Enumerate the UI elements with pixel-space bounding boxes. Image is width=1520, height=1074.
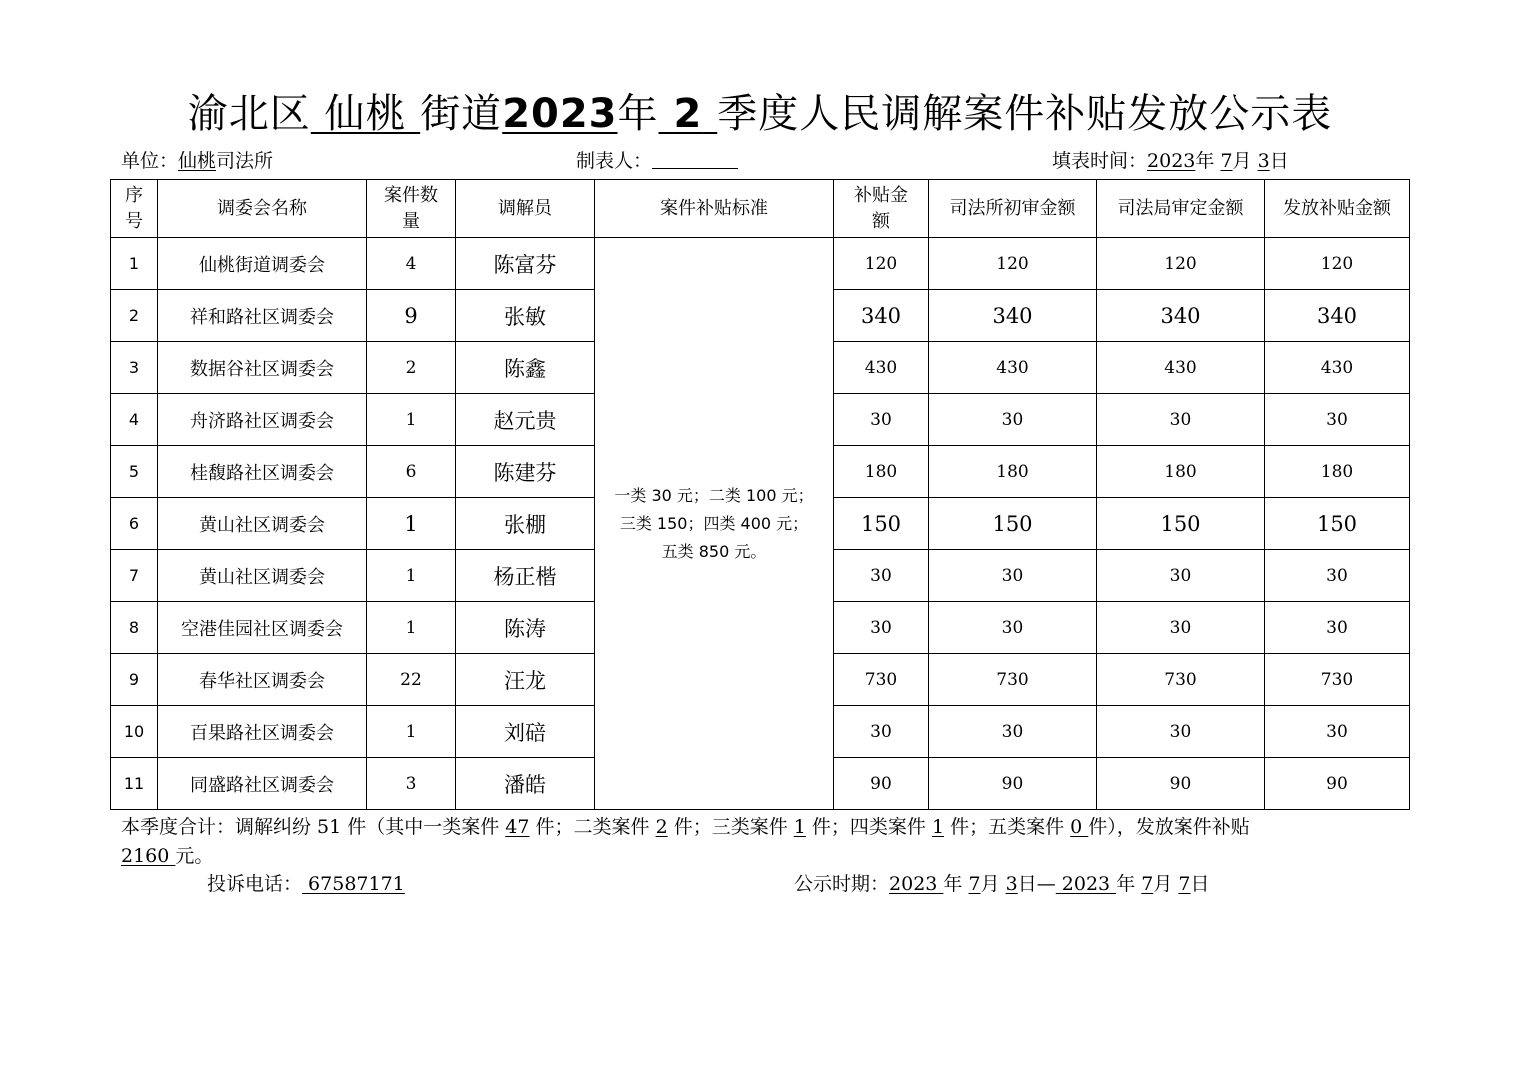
row-count: 1 <box>367 394 456 446</box>
title-year: 2023 <box>502 91 618 137</box>
row-initial: 730 <box>929 654 1097 706</box>
row-initial: 120 <box>929 238 1097 290</box>
row-amount: 180 <box>834 446 929 498</box>
row-count: 9 <box>367 290 456 342</box>
quarter-summary: 本季度合计：调解纠纷 51 件（其中一类案件 47 件；二类案件 2 件；三类案件 1 件；四类案件 1 件；五类案件 0 件），发放案件补贴 2160 元。 <box>121 816 1250 867</box>
title-street: 仙桃 <box>324 91 407 137</box>
row-amount: 730 <box>834 654 929 706</box>
row-no: 4 <box>111 394 158 446</box>
unit-info: 单位：仙桃司法所 <box>121 150 274 172</box>
row-amount: 120 <box>834 238 929 290</box>
row-initial: 430 <box>929 342 1097 394</box>
row-amount: 150 <box>834 498 929 550</box>
row-amount: 340 <box>834 290 929 342</box>
row-initial: 90 <box>929 758 1097 810</box>
row-initial: 30 <box>929 602 1097 654</box>
row-count: 1 <box>367 498 456 550</box>
row-committee: 桂馥路社区调委会 <box>158 446 367 498</box>
header-no: 序 号 <box>111 180 158 238</box>
row-approved: 150 <box>1097 498 1265 550</box>
row-mediator: 陈建芬 <box>456 446 595 498</box>
title-quarter: 2 <box>673 91 703 137</box>
row-mediator: 杨正楷 <box>456 550 595 602</box>
row-count: 22 <box>367 654 456 706</box>
row-amount: 30 <box>834 394 929 446</box>
row-amount: 30 <box>834 602 929 654</box>
row-committee: 舟济路社区调委会 <box>158 394 367 446</box>
table-maker: 制表人： <box>576 146 738 173</box>
row-paid: 30 <box>1265 706 1410 758</box>
row-paid: 150 <box>1265 498 1410 550</box>
row-count: 2 <box>367 342 456 394</box>
row-no: 9 <box>111 654 158 706</box>
row-initial: 150 <box>929 498 1097 550</box>
row-committee: 空港佳园社区调委会 <box>158 602 367 654</box>
table-row <box>111 238 1410 290</box>
header-standard: 案件补贴标准 <box>595 180 834 238</box>
header-amount: 补贴金 额 <box>834 180 929 238</box>
row-initial: 340 <box>929 290 1097 342</box>
row-mediator: 刘碚 <box>456 706 595 758</box>
row-approved: 180 <box>1097 446 1265 498</box>
header-count: 案件数 量 <box>367 180 456 238</box>
row-approved: 340 <box>1097 290 1265 342</box>
row-mediator: 潘皓 <box>456 758 595 810</box>
row-amount: 90 <box>834 758 929 810</box>
row-mediator: 张敏 <box>456 290 595 342</box>
row-approved: 30 <box>1097 550 1265 602</box>
row-approved: 120 <box>1097 238 1265 290</box>
row-paid: 90 <box>1265 758 1410 810</box>
fill-date: 填表时间：2023年 7月 3日 <box>1052 150 1289 172</box>
row-committee: 仙桃街道调委会 <box>158 238 367 290</box>
row-paid: 180 <box>1265 446 1410 498</box>
row-paid: 730 <box>1265 654 1410 706</box>
row-approved: 430 <box>1097 342 1265 394</box>
header-initial: 司法所初审金额 <box>929 180 1097 238</box>
row-count: 6 <box>367 446 456 498</box>
row-paid: 430 <box>1265 342 1410 394</box>
row-mediator: 汪龙 <box>456 654 595 706</box>
row-count: 3 <box>367 758 456 810</box>
subsidy-table <box>110 179 1410 810</box>
row-no: 3 <box>111 342 158 394</box>
row-count: 4 <box>367 238 456 290</box>
maker-blank <box>652 150 738 169</box>
row-count: 1 <box>367 706 456 758</box>
complaint-phone: 投诉电话： 67587171 <box>207 873 405 895</box>
row-paid: 30 <box>1265 394 1410 446</box>
row-committee: 百果路社区调委会 <box>158 706 367 758</box>
row-initial: 30 <box>929 550 1097 602</box>
subsidy-standard: 一类 30 元；二类 100 元； 三类 150；四类 400 元； 五类 850 元。 <box>595 238 834 810</box>
row-committee: 同盛路社区调委会 <box>158 758 367 810</box>
row-count: 1 <box>367 602 456 654</box>
row-mediator: 陈鑫 <box>456 342 595 394</box>
row-committee: 黄山社区调委会 <box>158 498 367 550</box>
row-approved: 90 <box>1097 758 1265 810</box>
header-paid: 发放补贴金额 <box>1265 180 1410 238</box>
row-approved: 730 <box>1097 654 1265 706</box>
row-paid: 340 <box>1265 290 1410 342</box>
row-no: 7 <box>111 550 158 602</box>
row-count: 1 <box>367 550 456 602</box>
row-approved: 30 <box>1097 394 1265 446</box>
row-committee: 春华社区调委会 <box>158 654 367 706</box>
row-no: 11 <box>111 758 158 810</box>
row-no: 2 <box>111 290 158 342</box>
row-amount: 30 <box>834 706 929 758</box>
row-approved: 30 <box>1097 602 1265 654</box>
table-header-row <box>111 180 1410 238</box>
row-mediator: 陈富芬 <box>456 238 595 290</box>
row-no: 1 <box>111 238 158 290</box>
publicity-period: 公示时期：2023 年 7月 3日— 2023 年 7月 7日 <box>794 873 1210 895</box>
header-approved: 司法局审定金额 <box>1097 180 1265 238</box>
row-approved: 30 <box>1097 706 1265 758</box>
row-committee: 数据谷社区调委会 <box>158 342 367 394</box>
page-title: 渝北区 仙桃 街道2023年 2 季度人民调解案件补贴发放公示表 <box>187 91 1333 137</box>
row-committee: 祥和路社区调委会 <box>158 290 367 342</box>
row-mediator: 张棚 <box>456 498 595 550</box>
row-paid: 30 <box>1265 550 1410 602</box>
row-paid: 120 <box>1265 238 1410 290</box>
row-no: 8 <box>111 602 158 654</box>
header-committee: 调委会名称 <box>158 180 367 238</box>
row-amount: 430 <box>834 342 929 394</box>
row-mediator: 赵元贵 <box>456 394 595 446</box>
row-no: 10 <box>111 706 158 758</box>
row-initial: 180 <box>929 446 1097 498</box>
row-no: 6 <box>111 498 158 550</box>
row-no: 5 <box>111 446 158 498</box>
row-initial: 30 <box>929 706 1097 758</box>
row-committee: 黄山社区调委会 <box>158 550 367 602</box>
row-amount: 30 <box>834 550 929 602</box>
row-initial: 30 <box>929 394 1097 446</box>
row-paid: 30 <box>1265 602 1410 654</box>
header-mediator: 调解员 <box>456 180 595 238</box>
row-mediator: 陈涛 <box>456 602 595 654</box>
